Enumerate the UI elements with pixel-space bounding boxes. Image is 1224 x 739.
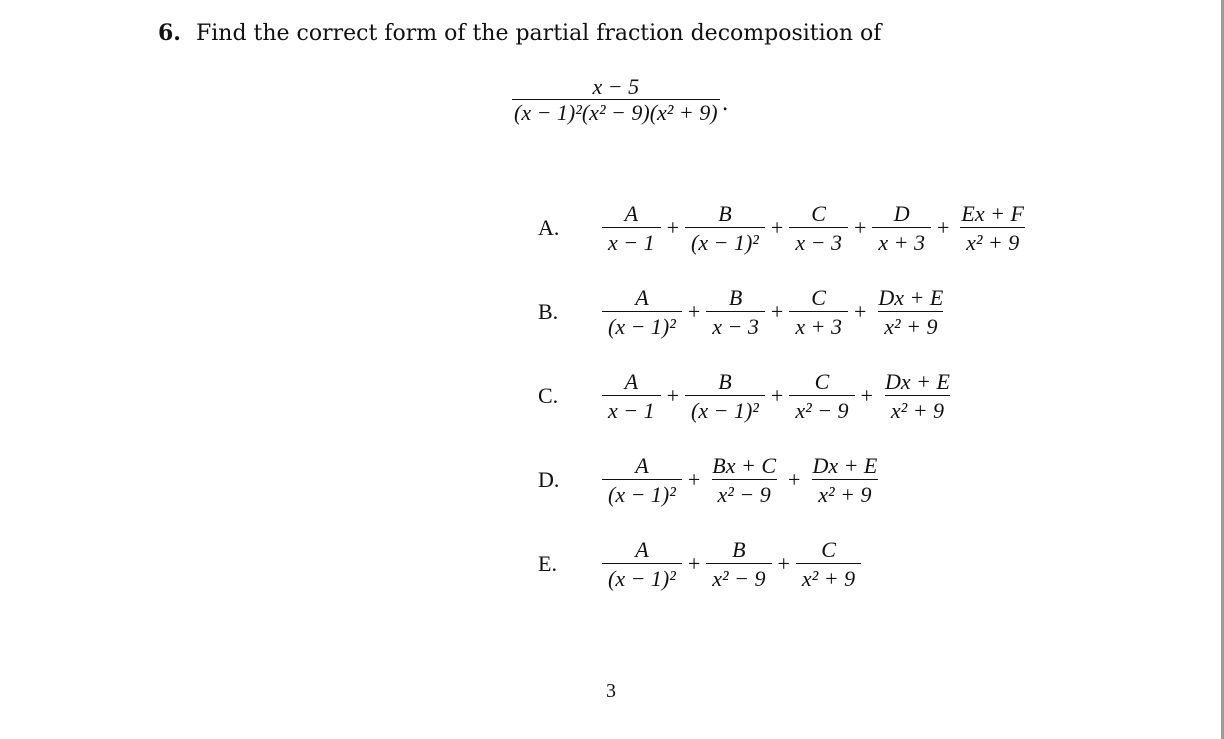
term-numerator: C — [814, 369, 830, 395]
term-fraction — [706, 537, 771, 591]
plus-sign: + — [770, 299, 784, 324]
term-denominator: x − 3 — [789, 227, 848, 255]
term-denominator: x² + 9 — [796, 563, 861, 591]
term-fraction — [706, 285, 765, 339]
term-fraction — [789, 201, 848, 255]
term-denominator: (x − 1)² — [685, 227, 765, 255]
term-numerator: B — [718, 369, 732, 395]
term-fraction — [602, 285, 682, 339]
term-fraction — [872, 285, 949, 339]
term-numerator: A — [635, 285, 649, 311]
term-denominator: (x − 1)² — [602, 479, 682, 507]
term-denominator: x + 3 — [872, 227, 931, 255]
term-fraction — [879, 369, 956, 423]
term-numerator: A — [635, 537, 649, 563]
option-expression — [598, 369, 960, 423]
option-label: C. — [538, 383, 559, 408]
term-numerator: C — [811, 201, 826, 227]
option-c[interactable] — [538, 354, 1138, 438]
option-label: B. — [538, 299, 559, 324]
plus-sign: + — [777, 551, 790, 576]
plus-sign: + — [853, 215, 867, 240]
plus-sign: + — [666, 383, 680, 408]
main-period: . — [721, 91, 729, 117]
term-numerator: A — [624, 369, 639, 395]
main-expression — [512, 74, 729, 126]
term-denominator: (x − 1)² — [685, 395, 765, 423]
term-fraction — [685, 201, 765, 255]
main-fraction — [512, 74, 720, 126]
term-numerator: B — [728, 285, 743, 311]
page-number: 3 — [606, 680, 616, 702]
term-denominator: x² + 9 — [885, 395, 950, 423]
plus-sign: + — [937, 215, 950, 240]
term-denominator: x² − 9 — [706, 563, 771, 591]
term-fraction — [602, 201, 661, 255]
option-expression — [598, 453, 887, 507]
term-denominator: (x − 1)² — [602, 311, 682, 339]
term-numerator: C — [811, 285, 826, 311]
term-numerator: Dx + E — [878, 285, 944, 311]
term-denominator: x + 3 — [789, 311, 848, 339]
term-fraction — [789, 369, 854, 423]
plus-sign: + — [687, 467, 701, 492]
question-text: Find the correct form of the partial fraction decomposition of — [195, 21, 882, 46]
term-denominator: x − 1 — [602, 395, 661, 423]
option-label: A. — [538, 215, 560, 240]
term-denominator: (x − 1)² — [602, 563, 682, 591]
main-denominator: (x − 1)²(x² − 9)(x² + 9) — [514, 100, 718, 126]
term-fraction — [706, 453, 782, 507]
option-e[interactable] — [538, 522, 1138, 606]
term-numerator: A — [624, 201, 639, 227]
term-numerator: Ex + F — [961, 201, 1024, 227]
main-numerator: x − 5 — [592, 74, 640, 99]
option-b[interactable] — [538, 270, 1138, 354]
plus-sign: + — [770, 215, 784, 240]
term-fraction — [602, 453, 682, 507]
plus-sign: + — [687, 551, 701, 576]
plus-sign: + — [666, 215, 680, 240]
plus-sign: + — [788, 467, 801, 492]
term-denominator: x² − 9 — [789, 395, 854, 423]
term-fraction — [872, 201, 931, 255]
term-numerator: Dx + E — [812, 453, 878, 479]
option-d[interactable] — [538, 438, 1138, 522]
term-denominator: x² + 9 — [812, 479, 877, 507]
term-numerator: A — [635, 453, 649, 479]
plus-sign: + — [853, 299, 867, 324]
term-fraction — [796, 537, 861, 591]
option-expression — [598, 285, 953, 339]
question-number: 6. — [158, 20, 181, 46]
term-denominator: x − 3 — [706, 311, 765, 339]
term-numerator: D — [893, 201, 910, 227]
term-denominator: x² − 9 — [712, 479, 777, 507]
option-label: D. — [538, 467, 560, 492]
answer-options — [538, 186, 1138, 606]
option-a[interactable] — [538, 186, 1138, 270]
term-denominator: x² + 9 — [878, 311, 943, 339]
term-numerator: C — [821, 537, 836, 563]
plus-sign: + — [687, 299, 701, 324]
term-fraction — [685, 369, 765, 423]
term-numerator: Bx + C — [712, 453, 777, 479]
option-label: E. — [538, 551, 557, 576]
term-numerator: Dx + E — [884, 369, 950, 395]
term-fraction — [806, 453, 883, 507]
option-expression — [598, 537, 865, 591]
plus-sign: + — [860, 383, 873, 408]
term-fraction — [602, 537, 682, 591]
term-numerator: B — [718, 201, 732, 227]
term-denominator: x² + 9 — [960, 227, 1025, 255]
term-numerator: B — [732, 537, 746, 563]
plus-sign: + — [770, 383, 784, 408]
option-expression — [598, 201, 1034, 255]
term-fraction — [789, 285, 848, 339]
term-fraction — [602, 369, 661, 423]
question-header — [158, 20, 881, 46]
term-fraction — [955, 201, 1030, 255]
term-denominator: x − 1 — [602, 227, 661, 255]
